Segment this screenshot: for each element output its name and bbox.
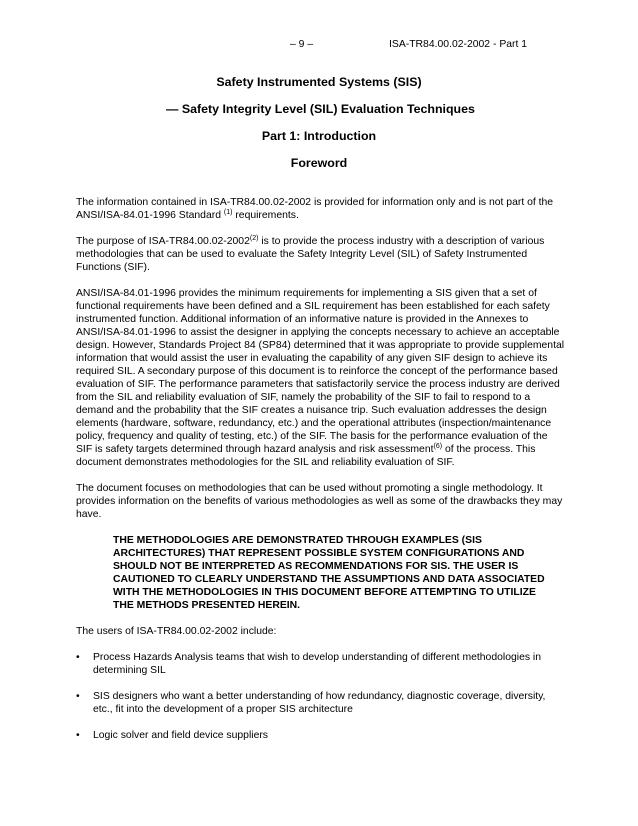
- page-number: – 9 –: [290, 39, 314, 50]
- bullet-icon: •: [76, 652, 80, 663]
- bullet-icon: •: [76, 730, 80, 741]
- paragraph-requirements: [76, 287, 566, 469]
- page-header: [0, 38, 638, 52]
- users-list: [76, 651, 566, 742]
- paragraph-purpose: [76, 235, 566, 274]
- main-title: Safety Instrumented Systems (SIS): [216, 75, 422, 89]
- paragraph-text: is to provide the process industry with a description of various methodologies that can be used to evaluate the Safety Integrity Level (SIL) of Safety Instrumented Functions (SIF).: [76, 236, 545, 273]
- section-title: Foreword: [290, 156, 348, 170]
- body-content: [76, 196, 566, 755]
- users-intro: The users of ISA-TR84.00.02-2002 include:: [76, 626, 277, 637]
- list-item: [76, 651, 566, 677]
- paragraph-text: of the process. This document demonstrates methodologies for the SIL and reliability evaluation of SIF.: [76, 444, 536, 468]
- paragraph-info: [76, 196, 566, 222]
- reference-superscript: (1): [223, 209, 233, 216]
- part-title: Part 1: Introduction: [261, 129, 377, 143]
- list-item-text: SIS designers who want a better understanding of how redundancy, diagnostic coverage, diversity, etc., fit into the development of a proper SIS architecture: [93, 691, 546, 715]
- paragraph-methodologies: The document focuses on methodologies that can be used without promoting a single methodology. It provides information on the benefits of various methodologies as well as some of the drawbacks they may have.: [76, 483, 563, 520]
- subtitle: — Safety Integrity Level (SIL) Evaluation Techniques: [166, 102, 475, 116]
- warning-notice: THE METHODOLOGIES ARE DEMONSTRATED THROUGH EXAMPLES (SIS ARCHITECTURES) THAT REPRESENT POSSIBLE SYSTEM CONFIGURATIONS AND SHOULD NOT BE INTERPRETED AS RECOMMENDATIONS FOR SIS. THE USER IS CAUTIONED TO CLEARLY UNDERSTAND THE ASSUMPTIONS AND DATA ASSOCIATED WITH THE METHODOLOGIES IN THIS DOCUMENT BEFORE ATTEMPTING TO UTILIZE THE METHODS PRESENTED HEREIN.: [113, 535, 545, 611]
- list-item-text: Logic solver and field device suppliers: [93, 730, 269, 741]
- list-item-text: Process Hazards Analysis teams that wish to develop understanding of different methodologies in determining SIL: [93, 652, 542, 676]
- paragraph-text: The information contained in ISA-TR84.00.02-2002 is provided for information only and is not part of the ANSI/ISA-84.01-1996 Standard: [76, 197, 554, 221]
- list-item: [76, 690, 566, 716]
- bullet-icon: •: [76, 691, 80, 702]
- paragraph-text: requirements.: [232, 210, 299, 221]
- paragraph-text: The purpose of ISA-TR84.00.02-2002: [76, 236, 250, 247]
- paragraph-text: ANSI/ISA-84.01-1996 provides the minimum requirements for implementing a SIS given that a set of functional requirements have been defined and a SIL requirement has been established for each safety instrumented function. Additional information of an informative nature is provided in the Annexes to ANSI/ISA-84.01-1996 to assist the designer in applying the concepts necessary to achieve an acceptable design. However, Standards Project 84 (SP84) determined that it was appropriate to provide supplemental information that would assist the user in evaluating the capability of any given SIF design to achieve its required SIL. A secondary purpose of this document is to reinforce the concept of the performance based evaluation of SIF. The performance parameters that satisfactorily service the process industry are derived from the SIL and reliability evaluation of SIF, namely the probability of the SIF to fail to respond to a demand and the probability that the SIF creates a nuisance trip. Such evaluation addresses the design elements (hardware, software, redundancy, etc.) and the operational attributes (inspection/maintenance policy, frequency and quality of testing, etc.) of the SIF. The basis for the performance evaluation of the SIF is safety targets determined through hazard analysis and risk assessment: [76, 288, 565, 455]
- document-id: ISA-TR84.00.02-2002 - Part 1: [389, 39, 528, 50]
- reference-superscript: (2): [249, 235, 259, 242]
- reference-superscript: (6): [433, 443, 443, 450]
- list-item: [76, 729, 566, 742]
